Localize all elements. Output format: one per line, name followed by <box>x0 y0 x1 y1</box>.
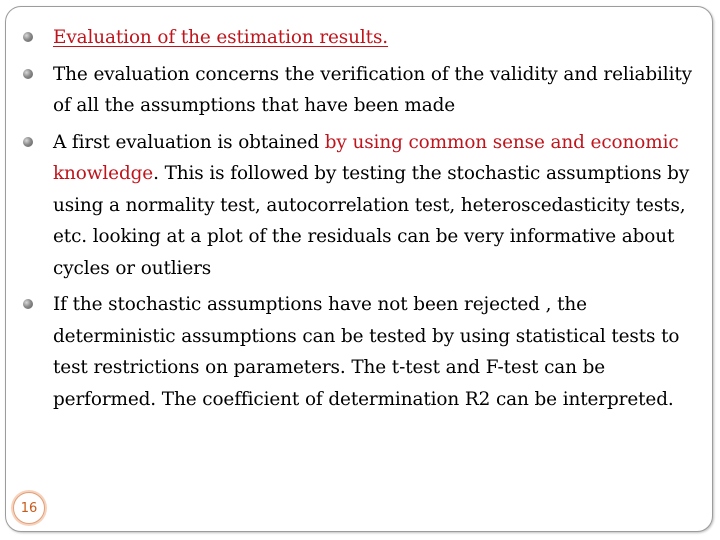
bullet-list <box>20 22 700 420</box>
bullet-text-highlight: by using common sense and economic knowledge <box>53 131 679 184</box>
section-heading: Evaluation of the estimation results. <box>53 27 389 48</box>
bullet-dot-icon <box>23 69 33 79</box>
page-number-badge: 16 <box>13 492 45 524</box>
bullet-item-heading <box>20 22 700 54</box>
bullet-item-evaluation <box>20 59 700 122</box>
bullet-item-stochastic <box>20 289 700 415</box>
bullet-item-first-evaluation <box>20 127 700 285</box>
bullet-dot-icon <box>23 32 33 42</box>
bullet-text: The evaluation concerns the verification of the validity and reliability of all the assumptions that have been made <box>53 63 692 116</box>
bullet-dot-icon <box>23 299 33 309</box>
bullet-text: If the stochastic assumptions have not been rejected , the deterministic assumptions can be tested by using statistical tests to test restrictions on parameters. The t-test and F-test can be performed. The coefficient of determination R2 can be interpreted. <box>53 294 680 410</box>
bullet-text-lead: A first evaluation is obtained <box>53 131 325 153</box>
bullet-dot-icon <box>23 137 33 147</box>
bullet-text-rest: . This is followed by testing the stochastic assumptions by using a normality test, autocorrelation test, heteroscedasticity tests, etc. looking at a plot of the residuals can be very informative about cycles or outliers <box>53 163 690 279</box>
